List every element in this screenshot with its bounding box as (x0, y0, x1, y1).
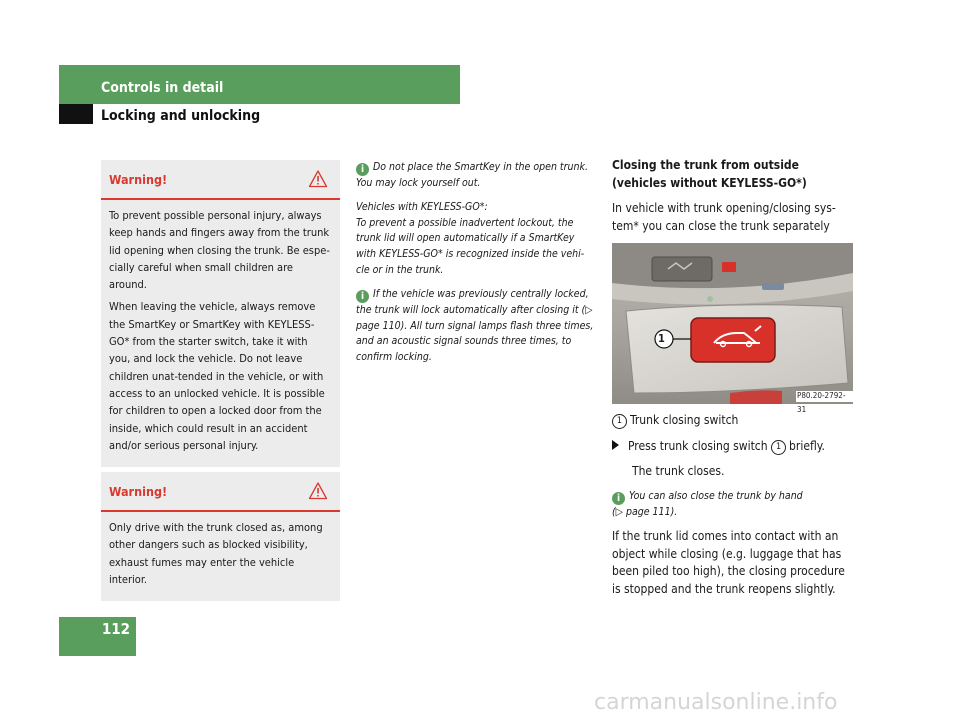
heading-line: (vehicles without KEYLESS-GO*) (612, 175, 807, 190)
warning-paragraph: Only drive with the trunk closed as, among other dangers such as blocked visibility, exhaust fumes may enter the vehicle interior. (109, 521, 323, 586)
note-label: Vehicles with KEYLESS-GO*: (356, 200, 488, 213)
warning-header (101, 160, 340, 200)
section-heading (612, 157, 856, 192)
note-text: If the vehicle was previously centrally locked, the trunk will lock automatically after closing it (▷ page 110). All turn signal lamps flash three times, and an acoustic signal sounds three times, to confirm locking. (356, 287, 594, 364)
step-text-end: briefly. (789, 438, 825, 453)
note-close-by-hand (612, 489, 856, 521)
warning-title: Warning! (109, 484, 168, 499)
legend-number: 1 (612, 414, 627, 429)
step-result: The trunk closes. (632, 464, 725, 478)
trunk-switch-photo (612, 243, 853, 414)
warning-header (101, 472, 340, 512)
info-icon: i (612, 492, 625, 505)
warning-paragraph: To prevent possible personal injury, always keep hands and fingers away from the trunk lid opening when closing the trunk. Be espe-cially careful when small children are around. (109, 209, 330, 292)
info-icon: i (356, 290, 369, 303)
closing-paragraph: If the trunk lid comes into contact with an object while closing (e.g. luggage that has been piled too high), the closing procedure is stopped and the trunk reopens slightly. (612, 529, 845, 596)
section-title: Controls in detail (101, 80, 224, 96)
warning-body (101, 200, 340, 467)
step-text: Press trunk closing switch (628, 438, 768, 453)
warning-title: Warning! (109, 172, 168, 187)
note-text: (▷ page 111). (612, 505, 678, 518)
page-number-box (59, 617, 136, 656)
photo-callout: 1 (658, 332, 665, 345)
warning-body (101, 512, 340, 601)
warning-triangle-icon (308, 169, 328, 189)
header-marker (59, 104, 93, 124)
note-smartkey (356, 160, 596, 192)
note-central-lock (356, 287, 596, 366)
watermark: carmanualsonline.info (594, 690, 838, 715)
arrow-bullet-icon (612, 440, 619, 450)
note-text: To prevent a possible inadvertent lockout, the trunk lid will open automatically if a SmartKey with KEYLESS-GO* is recognized inside the vehi-cle or in the trunk. (356, 216, 585, 276)
warning-triangle-icon (308, 481, 328, 501)
warning-paragraph: When leaving the vehicle, always remove the SmartKey or SmartKey with KEYLESS-GO* from the starter switch, take it with you, and lock the vehicle. Do not leave children unat-tended in the vehicle, or with access to an unlocked vehicle. It is possible for children to open a locked door from the inside, which could result in an accident and/or serious personal injury. (109, 300, 325, 452)
note-text: You can also close the trunk by hand (629, 489, 803, 502)
step-item (612, 438, 856, 456)
note-keyless (356, 200, 596, 279)
heading-line: Closing the trunk from outside (612, 158, 799, 172)
note-text: Do not place the SmartKey in the open trunk. You may lock yourself out. (356, 161, 588, 189)
warning-box-1 (101, 160, 340, 467)
subsection-title: Locking and unlocking (101, 108, 261, 124)
legend-text: Trunk closing switch (630, 413, 739, 427)
warning-box-2 (101, 472, 340, 601)
trunk-lid-illustration (612, 243, 853, 404)
notes-column (356, 160, 596, 374)
instructions-column (612, 157, 856, 606)
photo-code: P80.20-2792-31 (797, 391, 846, 414)
step-number: 1 (771, 440, 786, 455)
intro-text: In vehicle with trunk opening/closing sys-tem* you can close the trunk separately (612, 201, 836, 233)
page-number: 112 (101, 620, 130, 638)
info-icon: i (356, 163, 369, 176)
